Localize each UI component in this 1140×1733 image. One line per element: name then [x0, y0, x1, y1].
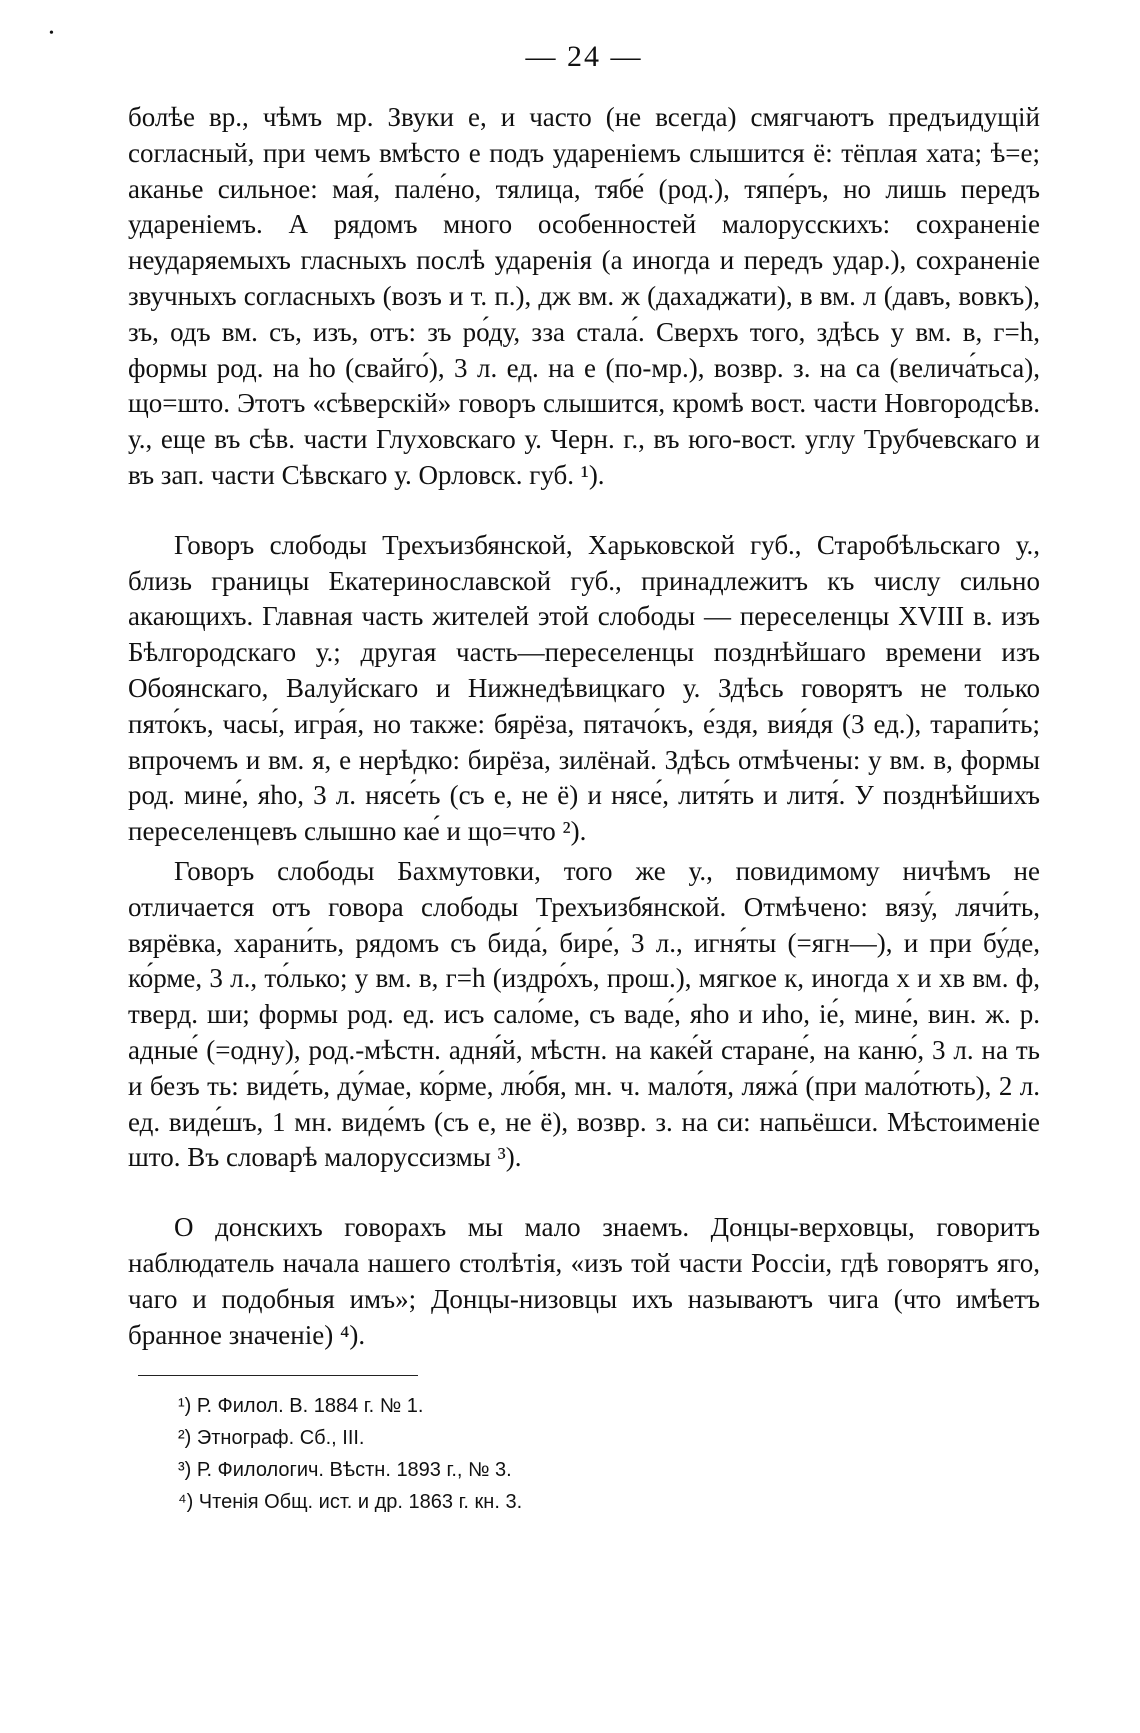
paragraph-trekhizbyanskaya: Говоръ слободы Трехъизбянской, Харьковской губ., Старобѣльскаго у., близь границы Екатеринославской губ., принадлежитъ къ числу сильно акающихъ. Главная часть жителей этой слободы — переселенцы XVIII в. изъ Бѣлгородскаго у.; другая часть—переселенцы позднѣйшаго времени изъ Обоянскаго, Валуйскаго и Нижнедѣвицкаго у. Здѣсь говорятъ не только пято́къ, часы́, игра́я, но также: бярёза, пятачо́къ, е́здя, вия́дя (3 ед.), тарапи́ть; впрочемъ и вм. я, е нерѣдко: бирёза, зилёнай. Здѣсь отмѣчены: у вм. в, формы род. мине́, яho, 3 л. нясе́ть (съ е, не ё) и нясе́, литя́ть и литя́. У позднѣйшихъ переселенцевъ слышно кае́ и що=что ²). — [128, 529, 1040, 847]
footnote-2: ²) Этнограф. Сб., III. — [178, 1427, 365, 1450]
footnote-1: ¹) Р. Филол. В. 1884 г. № 1. — [178, 1395, 424, 1418]
paragraph-gap — [128, 494, 1040, 528]
stray-mark: • — [49, 26, 54, 41]
footnote-rule — [138, 1375, 418, 1376]
page — [128, 40, 1040, 1518]
paragraph-severian-dialect: болѣе вр., чѣмъ мр. Звуки е, и часто (не всегда) смягчаютъ предъидущій согласный, при чемъ вмѣсто е подъ удареніемъ слышится ё: тёплая хата; ѣ=е; аканье сильное: мая́, пале́но, тялица, тябе́ (род.), тяпе́ръ, но лишь передъ удареніемъ. А рядомъ много особенностей малорусскихъ: сохраненіе неударяемыхъ гласныхъ послѣ ударенія (а иногда и передъ удар.), сохраненіе звучныхъ согласныхъ (возъ и т. п.), дж вм. ж (дахаджати), в вм. л (давъ, вовкъ), зъ, одъ вм. съ, изъ, отъ: зъ ро́ду, зза стала́. Сверхъ того, здѣсь у вм. в, г=h, формы род. на hо (свайго́), 3 л. ед. на е (по-мр.), возвр. з. на са (велича́тьса), що=што. Этотъ «сѣверскій» говоръ слышится, кромѣ вост. части Новгородсѣв. у., еще въ сѣв. части Глуховскаго у. Черн. г., въ юго-вост. углу Трубчевскаго и въ зап. части Сѣвскаго у. Орловск. губ. ¹). — [128, 102, 1040, 490]
footnotes — [178, 1390, 1040, 1518]
footnote-3: ³) Р. Филологич. Вѣстн. 1893 г., № 3. — [178, 1459, 512, 1482]
footnote-4: ⁴) Чтенія Общ. ист. и др. 1863 г. кн. 3. — [178, 1491, 523, 1514]
paragraph-bakhmutovka: Говоръ слободы Бахмутовки, того же у., повидимому ничѣмъ не отличается отъ говора слободы Трехъизбянской. Отмѣчено: вязу́, лячи́ть, вярёвка, харани́ть, рядомъ съ бида́, бире́, 3 л., игня́ты (=ягн—), и при бу́де, ко́рме, 3 л., то́лько; у вм. в, г=h (издро́хъ, прош.), мягкое к, иногда х и хв вм. ф, тверд. ши; формы род. ед. исъ сало́ме, съ ваде́, яho и иho, іе́, мине́, вин. ж. р. адные́ (=одну), род.-мѣстн. адня́й, мѣстн. на каке́й старане́, на каню́, 3 л. на ть и безъ ть: виде́ть, ду́мае, ко́рме, лю́бя, мн. ч. мало́тя, ляжа́ (при мало́тють), 2 л. ед. виде́шъ, 1 мн. виде́мъ (съ е, не ё), возвр. з. на си: напьёшси. Мѣстоименіе што. Въ словарѣ малоруссизмы ³). — [128, 855, 1040, 1173]
paragraph-gap — [128, 1176, 1040, 1210]
page-number: — 24 — — [525, 40, 643, 73]
paragraph-don-dialects: О донскихъ говорахъ мы мало знаемъ. Донцы-верховцы, говоритъ наблюдатель начала нашего столѣтія, «изъ той части Россіи, гдѣ говорятъ яго, чаго и подобныя имъ»; Донцы-низовцы ихъ называютъ чига (что имѣетъ бранное значеніе) ⁴). — [128, 1212, 1040, 1350]
